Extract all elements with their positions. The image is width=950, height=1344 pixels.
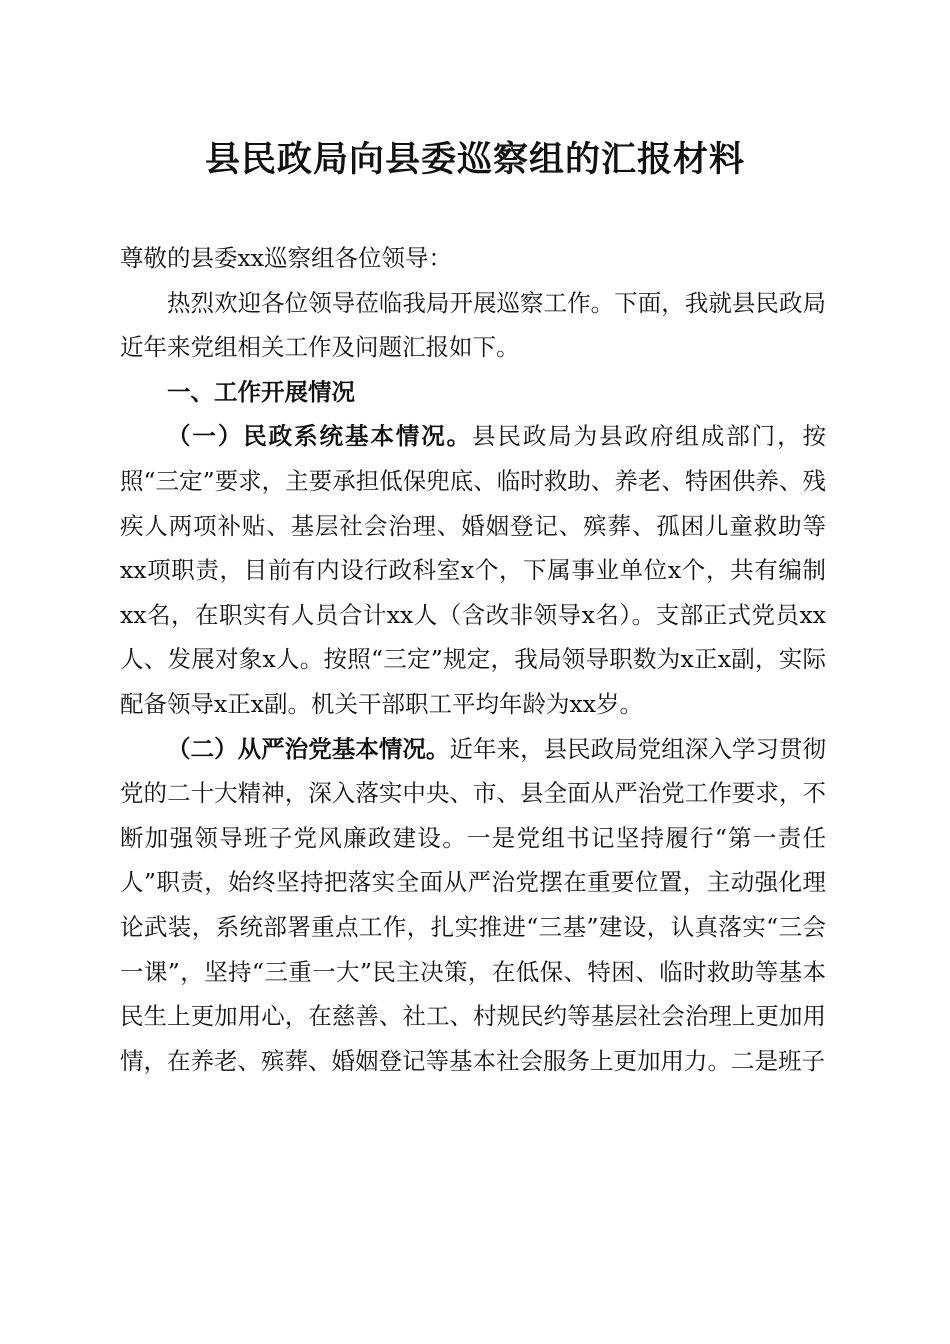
subheading-party-discipline: （二）从严治党基本情况。	[167, 734, 450, 763]
paragraph-party-discipline-text: 近年来，县民政局党组深入学习贯彻党的二十大精神，深入落实中央、市、县全面从严治党工作要求，不断加强领导班子党风廉政建设。一是党组书记坚持履行“第一责任人”职责，始终坚持把落实全面从严治党摆在重要位置，主动强化理论武装，系统部署重点工作，扎实推进“三基”建设，认真落实“三会一课”，坚持“三重一大”民主决策，在低保、特困、临时救助等基本民生上更加用心，在慈善、社工、村规民约等基层社会治理上更加用情，在养老、殡葬、婚姻登记等基本社会服务上更加用力。二是班子	[120, 734, 827, 1075]
document-title: 县民政局向县委巡察组的汇报材料	[204, 139, 745, 180]
document-body	[120, 236, 826, 1083]
paragraph-civil-affairs-text: 县民政局为县政府组成部门，按照“三定”要求，主要承担低保兜底、临时救助、养老、特困供养、残疾人两项补贴、基层社会治理、婚姻登记、殡葬、孤困儿童救助等xx项职责，目前有内设行政科室x个，下属事业单位x个，共有编制xx名，在职实有人员合计xx人（含改非领导x名）。支部正式党员xx人、发展对象x人。按照“三定”规定，我局领导职数为x正x副，实际配备领导x正x副。机关干部职工平均年龄为xx岁。	[120, 422, 827, 718]
intro-paragraph: 热烈欢迎各位领导莅临我局开展巡察工作。下面，我就县民政局近年来党组相关工作及问题汇报如下。	[120, 288, 826, 362]
paragraph-civil-affairs-overview	[120, 414, 826, 726]
section-heading-work-status: 一、工作开展情况	[167, 377, 355, 406]
salutation: 尊敬的县委xx巡察组各位领导：	[120, 244, 453, 272]
subheading-civil-affairs-overview: （一）民政系统基本情况。	[167, 422, 473, 451]
paragraph-party-discipline	[120, 727, 826, 1084]
